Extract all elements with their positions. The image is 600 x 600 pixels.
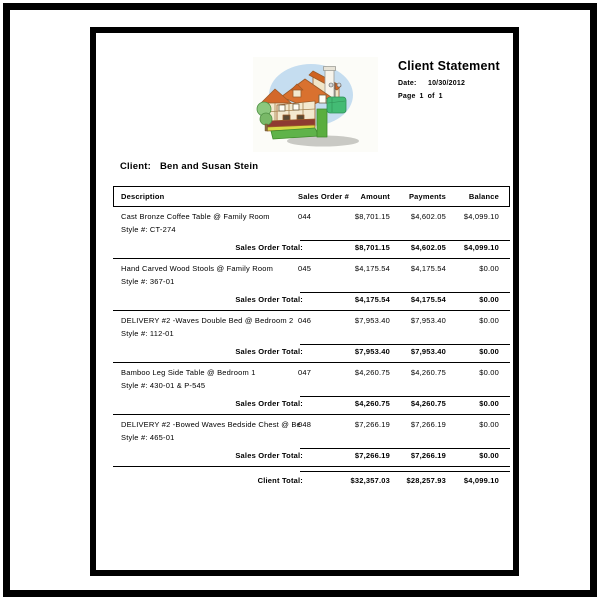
sales-order-group <box>113 415 510 467</box>
total-payments: $7,953.40 <box>410 347 446 356</box>
total-payments: $4,602.05 <box>410 243 446 252</box>
total-balance: $0.00 <box>479 451 499 460</box>
row-sales-order-number: 044 <box>298 212 312 221</box>
row-payments: $4,602.05 <box>410 212 446 221</box>
column-header-sales-order: Sales Order # <box>298 192 349 201</box>
date-value: 10/30/2012 <box>428 80 466 87</box>
row-description: DELIVERY #2 -Waves Double Bed @ Bedroom 2 <box>121 316 294 325</box>
client-total-amount: $32,357.03 <box>350 476 390 485</box>
tudor-house-clipart-icon <box>253 57 378 152</box>
row-amount: $4,175.54 <box>354 264 390 273</box>
row-payments: $7,953.40 <box>410 316 446 325</box>
page-indicator <box>398 93 447 100</box>
total-balance: $0.00 <box>479 295 499 304</box>
row-balance: $0.00 <box>479 368 499 377</box>
row-style-number: Style #: 465-01 <box>121 433 175 442</box>
client-line <box>120 161 258 172</box>
report-title: Client Statement <box>398 59 500 73</box>
client-total-balance: $4,099.10 <box>463 476 499 485</box>
page-word: Page <box>398 93 416 100</box>
row-amount: $8,701.15 <box>354 212 390 221</box>
row-description: Cast Bronze Coffee Table @ Family Room <box>121 212 270 221</box>
row-amount: $7,266.19 <box>354 420 390 429</box>
divider <box>300 448 510 449</box>
row-sales-order-number: 045 <box>298 264 312 273</box>
row-balance: $0.00 <box>479 316 499 325</box>
house-illustration <box>253 57 378 152</box>
total-payments: $4,175.54 <box>410 295 446 304</box>
page-count: 1 <box>438 93 443 100</box>
total-payments: $7,266.19 <box>410 451 446 460</box>
total-amount: $7,266.19 <box>354 451 390 460</box>
sales-order-total-label: Sales Order Total: <box>235 295 303 304</box>
sales-order-group <box>113 259 510 311</box>
statement-table <box>113 186 510 495</box>
total-amount: $4,260.75 <box>354 399 390 408</box>
row-balance: $0.00 <box>479 264 499 273</box>
client-total-payments: $28,257.93 <box>406 476 446 485</box>
divider <box>300 344 510 345</box>
row-balance: $4,099.10 <box>463 212 499 221</box>
table-header-row <box>113 186 510 207</box>
column-header-balance: Balance <box>468 192 499 201</box>
column-header-amount: Amount <box>360 192 390 201</box>
client-total-label: Client Total: <box>257 476 303 485</box>
row-style-number: Style #: 367-01 <box>121 277 175 286</box>
divider <box>300 471 510 472</box>
row-amount: $7,953.40 <box>354 316 390 325</box>
row-description: Bamboo Leg Side Table @ Bedroom 1 <box>121 368 256 377</box>
row-style-number: Style #: 112-01 <box>121 329 174 338</box>
total-payments: $4,260.75 <box>410 399 446 408</box>
report-date-row <box>398 80 465 87</box>
total-balance: $0.00 <box>479 347 499 356</box>
row-sales-order-number: 046 <box>298 316 312 325</box>
row-description: DELIVERY #2 -Bowed Waves Bedside Chest @ Be <box>121 420 301 429</box>
total-amount: $7,953.40 <box>354 347 390 356</box>
sales-order-total-label: Sales Order Total: <box>235 243 303 252</box>
total-balance: $4,099.10 <box>463 243 499 252</box>
row-payments: $7,266.19 <box>410 420 446 429</box>
sales-order-group <box>113 207 510 259</box>
sales-order-group <box>113 363 510 415</box>
sales-order-total-label: Sales Order Total: <box>235 399 303 408</box>
of-word: of <box>427 93 435 100</box>
client-total-row <box>113 467 510 495</box>
document-page <box>90 27 519 576</box>
page-number: 1 <box>419 93 424 100</box>
column-header-description: Description <box>121 192 165 201</box>
total-balance: $0.00 <box>479 399 499 408</box>
row-sales-order-number: 047 <box>298 368 312 377</box>
row-payments: $4,260.75 <box>410 368 446 377</box>
sales-order-total-label: Sales Order Total: <box>235 451 303 460</box>
sales-order-group <box>113 311 510 363</box>
column-header-payments: Payments <box>408 192 446 201</box>
row-description: Hand Carved Wood Stools @ Family Room <box>121 264 274 273</box>
total-amount: $8,701.15 <box>354 243 390 252</box>
sales-order-total-label: Sales Order Total: <box>235 347 303 356</box>
divider <box>300 396 510 397</box>
row-payments: $4,175.54 <box>410 264 446 273</box>
client-label: Client: <box>120 161 151 172</box>
row-balance: $0.00 <box>479 420 499 429</box>
row-sales-order-number: 048 <box>298 420 312 429</box>
divider <box>300 292 510 293</box>
client-name: Ben and Susan Stein <box>159 161 259 172</box>
row-amount: $4,260.75 <box>354 368 390 377</box>
row-style-number: Style #: CT-274 <box>121 225 176 234</box>
row-style-number: Style #: 430-01 & P-545 <box>121 381 206 390</box>
total-amount: $4,175.54 <box>354 295 390 304</box>
divider <box>300 240 510 241</box>
date-label: Date: <box>398 80 417 87</box>
